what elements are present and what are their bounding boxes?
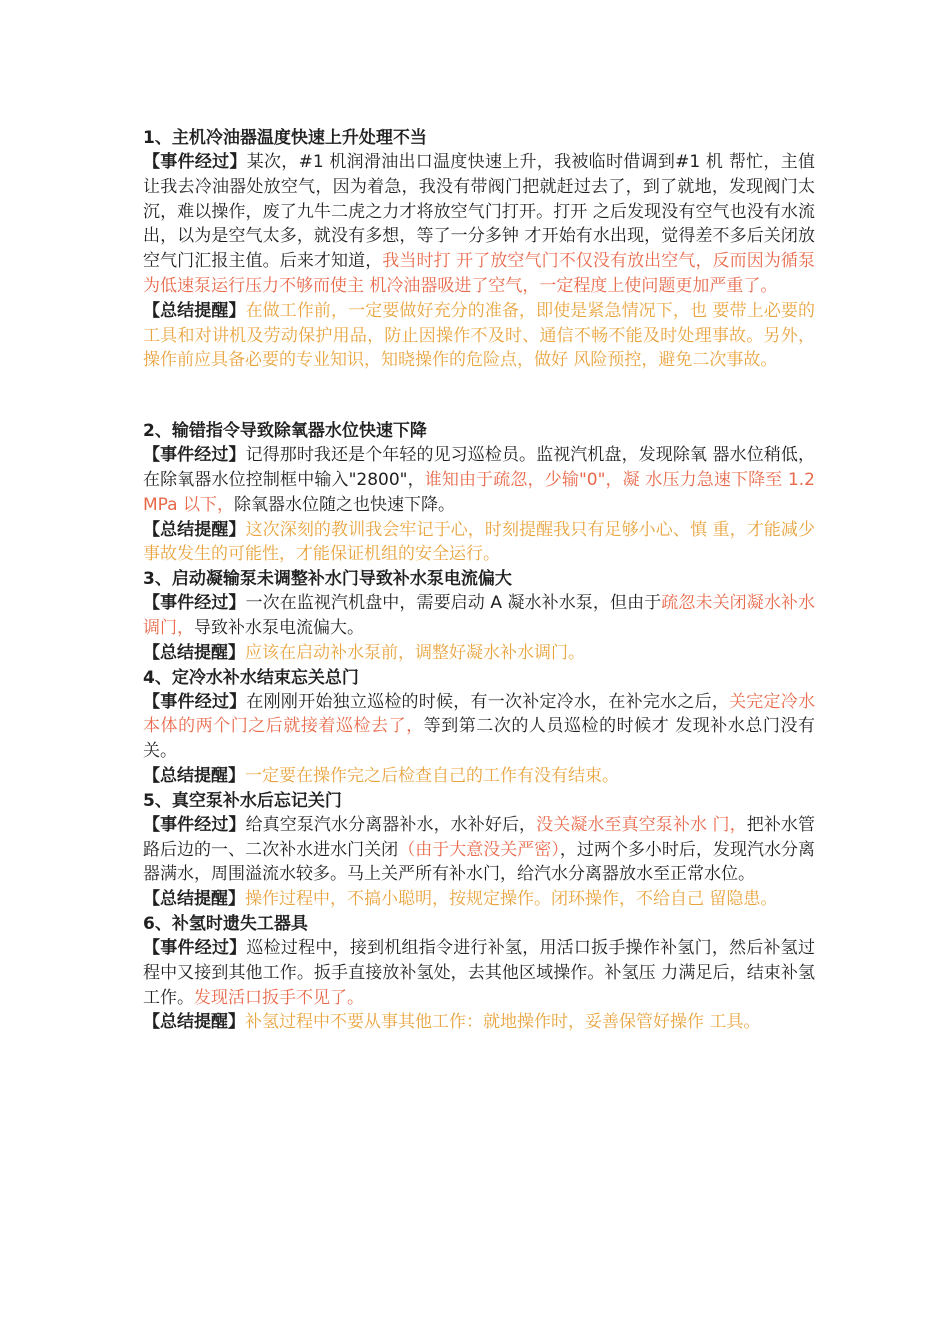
- text-segment: 把补水管路后边的一、二次补水进水门关闭: [143, 814, 816, 860]
- text-segment: 谁知由于疏忽，少输"0"，凝 水压力急速下降至 1.2MPa 以下，: [143, 469, 815, 515]
- document-page: [143, 126, 815, 1035]
- text-segment: 一定要在操作完之后检查自己的工作有没有结束。: [245, 765, 619, 786]
- event-tag: 【事件经过】: [143, 445, 246, 466]
- text-segment: 这次深刻的教训我会牢记于心，时刻提醒我只有足够小心、慎 重，才能减少事故发生的可能性，才能保证机组的安全运行。: [143, 519, 816, 565]
- event-paragraph: [143, 591, 815, 641]
- summary-paragraph: [143, 764, 815, 789]
- case-title: 5、真空泵补水后忘记关门: [143, 790, 342, 811]
- event-tag: 【事件经过】: [143, 593, 246, 614]
- summary-paragraph: [143, 299, 815, 373]
- event-tag: 【事件经过】: [143, 814, 246, 835]
- text-segment: 我当时打 开了放空气门不仅没有放出空气，反而因为循泵为低速泵运行压力不够而使主 机冷油器吸进了空气，一定程度上使问题更加严重了。: [143, 251, 816, 296]
- event-paragraph: [143, 150, 815, 299]
- case-title: 3、启动凝输泵未调整补水门导致补水泵电流偏大: [143, 569, 512, 590]
- summary-tag: 【总结提醒】: [143, 765, 245, 786]
- text-segment: 疏忽未关闭凝水补水调门，: [143, 593, 816, 638]
- text-segment: 给真空泵汽水分离器补水，水补好后，: [245, 814, 537, 835]
- incident-case: [143, 419, 815, 567]
- incident-case: [143, 666, 815, 789]
- text-segment: （由于大意没关严密）: [398, 839, 560, 860]
- incident-case: [143, 126, 815, 373]
- text-segment: 在做工作前，一定要做好充分的准备，即使是紧急情况下，也 要带上必要的工具和对讲机及劳动保护用品，防止因操作不及时、通信不畅不能及时处理事故。另外，操作前应具备必要的专业知识，知晓操作的危险点，做好 风险预控，避免二次事故。: [143, 300, 816, 371]
- summary-paragraph: [143, 887, 815, 912]
- incident-case: [143, 567, 815, 665]
- text-segment: 等到第二次的人员巡检的时候才 发现补水总门没有关。: [143, 716, 815, 762]
- event-tag: 【事件经过】: [143, 937, 247, 958]
- event-paragraph: [143, 813, 815, 887]
- summary-paragraph: [143, 641, 815, 666]
- text-segment: 操作过程中，不搞小聪明，按规定操作。闭环操作，不给自己 留隐患。: [245, 889, 778, 910]
- text-segment: 在刚刚开始独立巡检的时候，有一次补定冷水，在补完水之后，: [246, 691, 730, 712]
- summary-paragraph: [143, 1010, 815, 1035]
- text-segment: 关完定冷水本体的两个门之后就接着巡检去了，: [143, 691, 816, 737]
- event-paragraph: [143, 690, 815, 764]
- incident-case: [143, 912, 815, 1035]
- text-segment: 某次，#1 机润滑油出口温度快速上升，我被临时借调到#1 机 帮忙，主值让我去冷油器处放空气，因为着急，我没有带阀门把就赶过去了，到了就地，发现阀门太沉，难以操作，废了九牛二虎之力才将放空气门打开。打开 之后发现没有空气也没有水流出，以为是空气太多，就没有多想，等了一分多钟 才开始有水出现，觉得差不多后关闭放空气门汇报主值。后来才知道，: [143, 152, 815, 272]
- summary-tag: 【总结提醒】: [143, 642, 245, 663]
- case-title: 2、输错指令导致除氧器水位快速下降: [143, 421, 427, 442]
- text-segment: 补氢过程中不要从事其他工作：就地操作时，妥善保管好操作 工具。: [245, 1012, 761, 1033]
- event-paragraph: [143, 443, 815, 517]
- text-segment: 没关凝水至真空泵补水 门，: [536, 814, 747, 835]
- text-segment: ，过两个多小时后，发现汽水分离器满水，周围溢流水较多。马上关严所有补水门，给汽水分离器放水至正常水位。: [143, 839, 816, 885]
- text-segment: 发现活口扳手不见了。: [194, 987, 364, 1008]
- text-segment: 应该在启动补水泵前，调整好凝水补水调门。: [245, 642, 585, 663]
- summary-paragraph: [143, 518, 815, 568]
- event-tag: 【事件经过】: [143, 691, 247, 712]
- case-title: 1、主机冷油器温度快速上升处理不当: [143, 128, 427, 148]
- summary-tag: 【总结提醒】: [143, 519, 246, 540]
- summary-tag: 【总结提醒】: [143, 889, 245, 910]
- text-segment: 导致补水泵电流偏大。: [194, 617, 364, 638]
- summary-tag: 【总结提醒】: [143, 300, 246, 321]
- summary-tag: 【总结提醒】: [143, 1012, 245, 1033]
- event-tag: 【事件经过】: [143, 152, 247, 172]
- text-segment: 记得那时我还是个年轻的见习巡检员。监视汽机盘，发现除氧 器水位稍低，在除氧器水位控制框中输入"2800"，: [143, 445, 816, 490]
- incident-case: [143, 789, 815, 912]
- case-title: 6、补氢时遗失工器具: [143, 913, 308, 934]
- text-segment: 除氧器水位随之也快速下降。: [233, 494, 455, 515]
- text-segment: 一次在监视汽机盘中，需要启动 A 凝水补水泵，但由于: [245, 593, 662, 614]
- text-segment: 巡检过程中，接到机组指令进行补氢，用活口扳手操作补氢门，然后补氢过程中又接到其他工作。扳手直接放补氢处，去其他区域操作。补氢压 力满足后，结束补氢工作。: [143, 937, 815, 1008]
- case-title: 4、定冷水补水结束忘关总门: [143, 667, 359, 688]
- event-paragraph: [143, 936, 815, 1010]
